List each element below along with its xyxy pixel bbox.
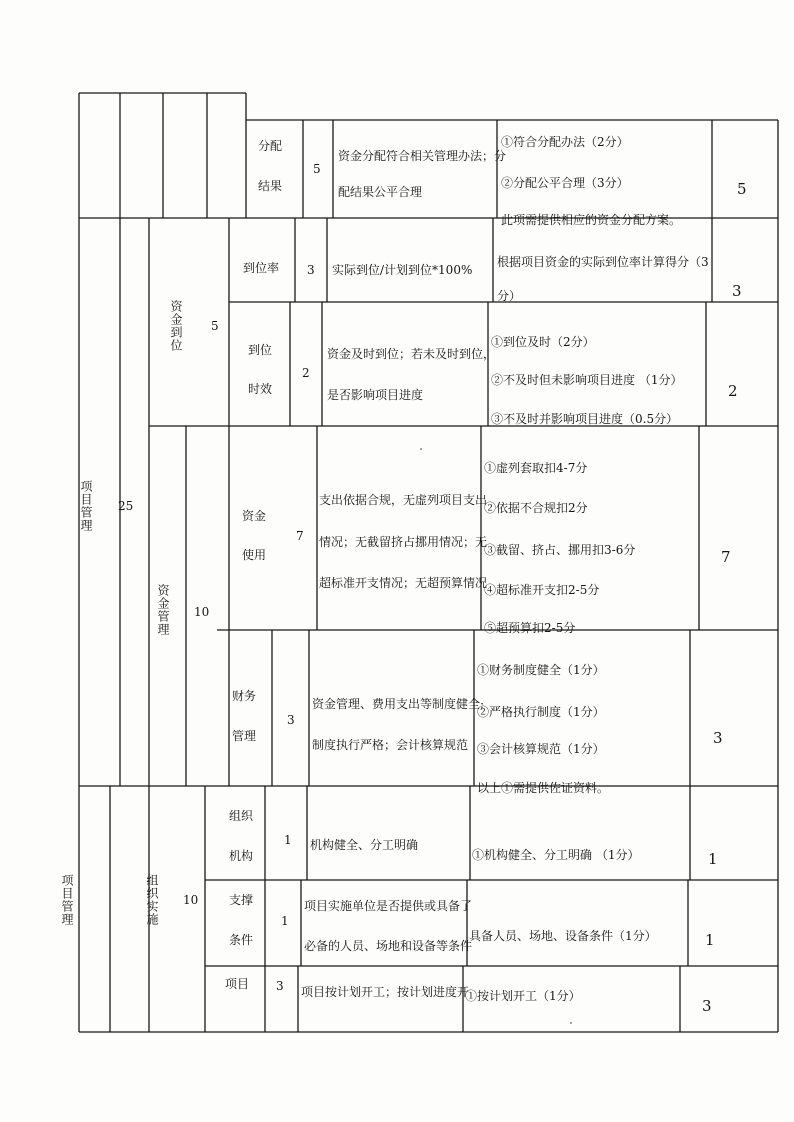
criteria-allocation-line3: 此项需提供相应的资金分配方案。 [501, 213, 682, 227]
criteria-project-start: ①按计划开工（1分） [465, 989, 581, 1003]
criteria-support: 具备人员、场地、设备条件（1分） [469, 929, 657, 943]
description-financial-line2: 制度执行严格；会计核算规范 [312, 738, 469, 752]
score-timeliness: 2 [728, 382, 738, 400]
indicator-financial-line2: 管理 [232, 729, 257, 743]
criteria-timeliness-line1: ①到位及时（2分） [491, 335, 595, 349]
score-allocation: 5 [737, 180, 747, 198]
criteria-arrival-rate-line1: 根据项目资金的实际到位率计算得分（3 [497, 255, 709, 269]
scan-speck [570, 1022, 572, 1024]
criteria-financial-line4: 以上①需提供佐证资料。 [477, 781, 610, 795]
criteria-arrival-rate-line2: 分） [497, 289, 522, 303]
weight-fund-usage: 7 [296, 529, 304, 543]
weight-fund-management: 10 [194, 605, 210, 619]
weight-support: 1 [281, 914, 289, 928]
indicator-allocation-line2: 结果 [258, 179, 283, 193]
indicator-timeliness-line2: 时效 [248, 382, 273, 396]
weight-org-structure: 1 [284, 833, 292, 847]
weight-financial: 3 [287, 713, 295, 727]
indicator-timeliness-line1: 到位 [248, 343, 273, 357]
group-fund-arrival: 资金到位 [169, 300, 183, 352]
description-project-start: 项目按计划开工；按计划进度开 [301, 985, 470, 999]
description-fund-usage-line2: 情况；无截留挤占挪用情况；无 [319, 535, 488, 549]
criteria-financial-line1: ①财务制度健全（1分） [477, 663, 605, 677]
indicator-org-structure-line2: 机构 [229, 849, 254, 863]
description-support-line2: 必备的人员、场地和设备等条件 [304, 939, 473, 953]
criteria-fund-usage-line2: ②依据不合规扣2分 [484, 501, 588, 515]
indicator-arrival-rate: 到位率 [243, 261, 280, 275]
weight-timeliness: 2 [302, 366, 310, 380]
description-allocation-line1: 资金分配符合相关管理办法；分 [338, 149, 507, 163]
weight-arrival-rate: 3 [307, 263, 315, 277]
description-timeliness-line1: 资金及时到位；若未及时到位， [327, 347, 496, 361]
group-fund-management: 资金管理 [156, 584, 170, 636]
scan-speck [420, 448, 422, 450]
description-arrival-rate: 实际到位/计划到位*100% [332, 263, 473, 277]
indicator-org-structure-line1: 组织 [229, 809, 254, 823]
weight-fund-arrival: 5 [211, 319, 219, 333]
group-project-management-1: 项目管理 [79, 480, 93, 532]
weight-org-implementation: 10 [183, 893, 199, 907]
criteria-fund-usage-line1: ①虚列套取扣4-7分 [484, 461, 588, 475]
indicator-project-start: 项目 [225, 977, 250, 991]
group-project-management-2: 项目管理 [60, 874, 74, 926]
weight-allocation: 5 [313, 162, 321, 176]
description-fund-usage-line1: 支出依据合规，无虚列项目支出 [319, 493, 488, 507]
criteria-timeliness-line2: ②不及时但未影响项目进度 （1分） [491, 373, 683, 387]
indicator-fund-usage-line1: 资金 [242, 509, 267, 523]
description-org-structure: 机构健全、分工明确 [310, 838, 419, 852]
criteria-fund-usage-line3: ③截留、挤占、挪用扣3-6分 [484, 543, 636, 557]
score-financial: 3 [713, 729, 723, 747]
description-timeliness-line2: 是否影响项目进度 [327, 388, 424, 402]
indicator-support-line2: 条件 [229, 933, 254, 947]
weight-project-start: 3 [276, 979, 284, 993]
criteria-allocation-line2: ②分配公平合理（3分） [501, 176, 629, 190]
criteria-timeliness-line3: ③不及时并影响项目进度（0.5分） [491, 412, 679, 426]
score-fund-usage: 7 [721, 548, 731, 566]
score-arrival-rate: 3 [732, 282, 742, 300]
group-org-implementation: 组织实施 [145, 874, 159, 926]
criteria-financial-line2: ②严格执行制度（1分） [477, 705, 605, 719]
criteria-financial-line3: ③会计核算规范（1分） [477, 742, 605, 756]
indicator-support-line1: 支撑 [229, 893, 254, 907]
score-project-start: 3 [702, 997, 712, 1015]
criteria-fund-usage-line4: ④超标准开支扣2-5分 [484, 583, 600, 597]
indicator-financial-line1: 财务 [232, 689, 257, 703]
description-allocation-line2: 配结果公平合理 [338, 185, 423, 199]
description-financial-line1: 资金管理、费用支出等制度健全; [312, 697, 485, 711]
description-fund-usage-line3: 超标准开支情况；无超预算情况 [319, 576, 488, 590]
criteria-org-structure: ①机构健全、分工明确 （1分） [472, 848, 640, 862]
description-support-line1: 项目实施单位是否提供或具备了 [304, 899, 473, 913]
criteria-fund-usage-line5: ⑤超预算扣2-5分 [484, 621, 576, 635]
criteria-allocation-line1: ①符合分配办法（2分） [501, 135, 629, 149]
indicator-allocation-line1: 分配 [258, 139, 283, 153]
indicator-fund-usage-line2: 使用 [242, 548, 267, 562]
score-org-structure: 1 [708, 850, 718, 868]
weight-project-management-1: 25 [118, 499, 134, 513]
score-support: 1 [705, 931, 715, 949]
